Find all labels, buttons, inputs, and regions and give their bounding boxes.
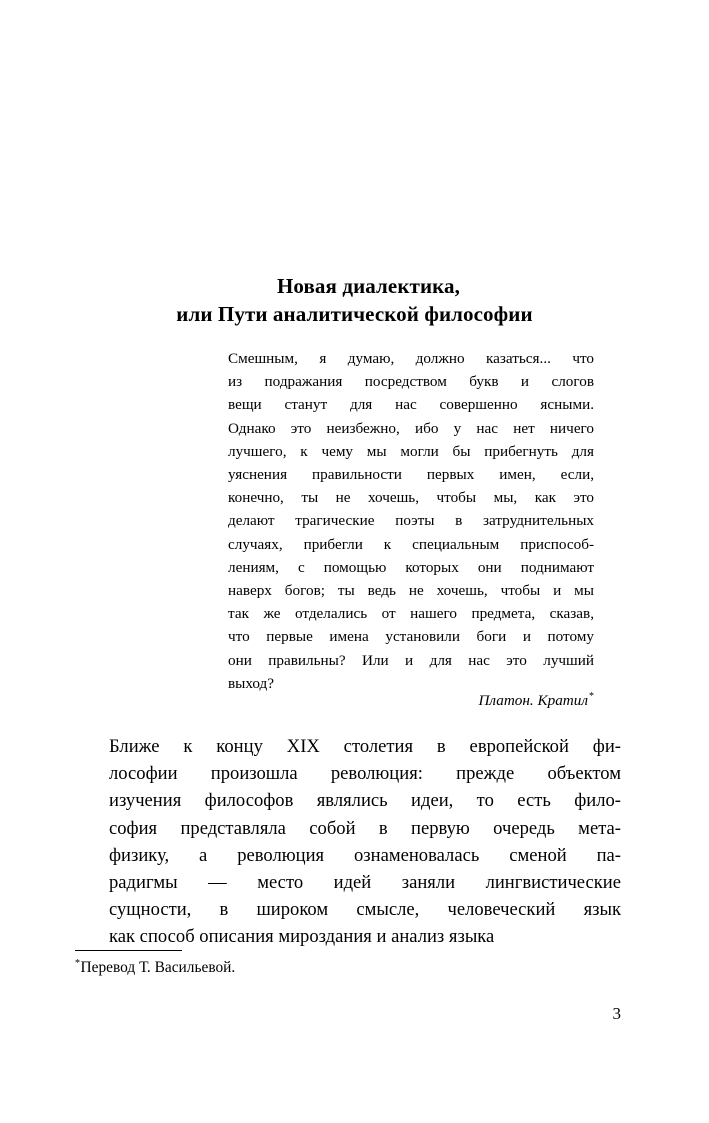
text-line: делают трагические поэты в затруднительных [228,512,594,530]
text-line: наверх богов; ты ведь не хочешь, чтобы и мы [228,582,594,600]
footnote-text: Перевод Т. Васильевой. [80,959,236,976]
text-line: сущности, в широком смысле, человеческий язык [109,899,621,921]
text-line: уяснения правильности первых имен, если, [228,466,594,484]
epigraph-attribution [197,689,594,712]
text-line: случаях, прибегли к специальным приспособ- [228,535,594,553]
epigraph-footnote-marker: * [589,690,594,702]
text-line: так же отделались от нашего предмета, сказав, [228,605,594,623]
footnote-marker: * [75,957,80,969]
text-line: Ближе к концу XIX столетия в европейской фи- [109,736,621,757]
footnote-separator-rule [75,950,182,951]
text-line: вещи станут для нас совершенно ясными. [228,396,594,414]
epigraph-source-name: Платон. Кратил [478,692,588,709]
body-paragraph [75,733,621,951]
epigraph-block [197,347,594,695]
text-line: радигмы — место идей заняли лингвистические [109,872,621,894]
text-line: они правильны? Или и для нас это лучший [228,651,594,669]
text-line: лософии произошла революция: прежде объектом [109,763,621,785]
chapter-title-line-1: Новая диалектика, [276,274,461,299]
text-line: конечно, ты не хочешь, чтобы мы, как это [228,489,594,507]
text-line: изучения философов являлись идеи, то есть фило- [109,790,621,812]
epigraph-text [197,347,594,695]
body-text-block [75,733,621,951]
text-line: Однако это неизбежно, ибо у нас нет ничего [228,419,594,437]
text-line: физику, а революция ознаменовалась сменой па- [109,844,621,866]
chapter-title-line-2: или Пути аналитической философии [176,302,533,327]
text-line: лениям, с помощью которых они поднимают [228,558,594,576]
text-line: как способ описания мироздания и анализ языка [109,926,495,948]
text-line: что первые имена установили боги и потому [228,628,594,646]
chapter-title [0,272,709,328]
text-line: лучшего, к чему мы могли бы прибегнуть для [228,442,594,460]
text-line: выход? [228,674,275,692]
page-number: 3 [612,1004,621,1023]
text-line: софия представляла собой в первую очередь мета- [109,817,621,839]
text-line: Смешным, я думаю, должно казаться... что [228,350,594,367]
footnote-block [75,957,621,979]
text-line: из подражания посредством букв и слогов [228,373,594,391]
